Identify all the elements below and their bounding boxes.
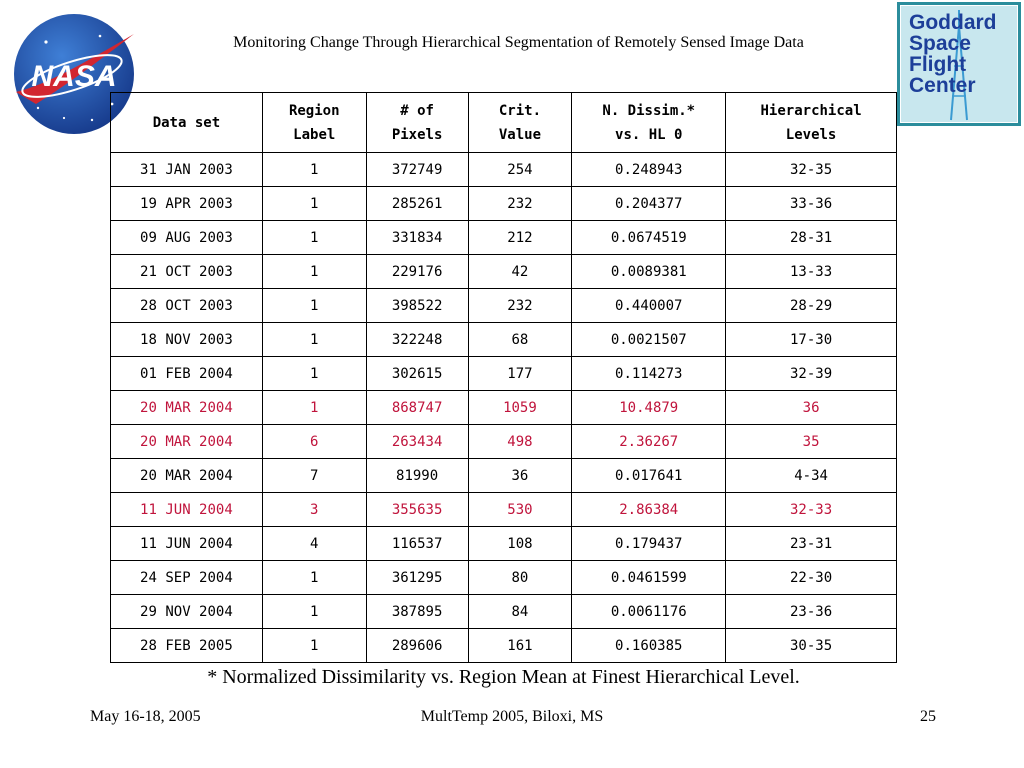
table-row (111, 425, 897, 459)
cell-data-set: 20 MAR 2004 (111, 425, 263, 459)
table-row (111, 595, 897, 629)
cell-norm-dissim: 0.017641 (572, 459, 726, 493)
cell-pixels: 355635 (366, 493, 468, 527)
cell-data-set: 19 APR 2003 (111, 187, 263, 221)
cell-crit-value: 498 (468, 425, 572, 459)
cell-pixels: 81990 (366, 459, 468, 493)
cell-data-set: 20 MAR 2004 (111, 391, 263, 425)
table-row (111, 629, 897, 663)
gsfc-logo (897, 2, 1021, 126)
cell-norm-dissim: 10.4879 (572, 391, 726, 425)
cell-pixels: 868747 (366, 391, 468, 425)
cell-pixels: 116537 (366, 527, 468, 561)
footer-page-number: 25 (920, 708, 936, 725)
cell-hierarchical-levels: 13-33 (726, 255, 897, 289)
cell-norm-dissim: 0.248943 (572, 153, 726, 187)
gsfc-logo-text (909, 12, 997, 96)
cell-data-set: 24 SEP 2004 (111, 561, 263, 595)
column-header-crit-value: Crit. Value (468, 93, 572, 153)
cell-pixels: 361295 (366, 561, 468, 595)
cell-norm-dissim: 0.204377 (572, 187, 726, 221)
cell-region-label: 1 (262, 187, 366, 221)
cell-crit-value: 161 (468, 629, 572, 663)
table-row (111, 255, 897, 289)
gsfc-line: Goddard (909, 11, 997, 34)
footnote: * Normalized Dissimilarity vs. Region Mean at Finest Hierarchical Level. (207, 666, 800, 688)
cell-crit-value: 1059 (468, 391, 572, 425)
cell-data-set: 11 JUN 2004 (111, 527, 263, 561)
nasa-logo-text: NASA (31, 60, 117, 93)
table-row (111, 357, 897, 391)
table-row (111, 459, 897, 493)
table-row (111, 289, 897, 323)
cell-hierarchical-levels: 35 (726, 425, 897, 459)
cell-pixels: 285261 (366, 187, 468, 221)
cell-hierarchical-levels: 22-30 (726, 561, 897, 595)
cell-hierarchical-levels: 17-30 (726, 323, 897, 357)
cell-hierarchical-levels: 32-35 (726, 153, 897, 187)
footer-date: May 16-18, 2005 (90, 708, 201, 725)
footer-event: MultTemp 2005, Biloxi, MS (420, 708, 604, 725)
cell-crit-value: 232 (468, 187, 572, 221)
cell-pixels: 289606 (366, 629, 468, 663)
gsfc-line: Flight (909, 53, 967, 76)
cell-region-label: 3 (262, 493, 366, 527)
gsfc-line: Space (909, 32, 971, 55)
cell-norm-dissim: 0.179437 (572, 527, 726, 561)
table-row (111, 153, 897, 187)
cell-pixels: 398522 (366, 289, 468, 323)
table-row (111, 391, 897, 425)
cell-norm-dissim: 2.86384 (572, 493, 726, 527)
cell-crit-value: 108 (468, 527, 572, 561)
cell-data-set: 31 JAN 2003 (111, 153, 263, 187)
cell-crit-value: 177 (468, 357, 572, 391)
cell-hierarchical-levels: 23-31 (726, 527, 897, 561)
cell-norm-dissim: 0.160385 (572, 629, 726, 663)
results-table (110, 92, 897, 663)
cell-crit-value: 212 (468, 221, 572, 255)
cell-region-label: 1 (262, 153, 366, 187)
cell-crit-value: 530 (468, 493, 572, 527)
cell-pixels: 322248 (366, 323, 468, 357)
cell-region-label: 1 (262, 357, 366, 391)
cell-region-label: 7 (262, 459, 366, 493)
cell-pixels: 387895 (366, 595, 468, 629)
cell-norm-dissim: 0.0461599 (572, 561, 726, 595)
table-row (111, 221, 897, 255)
table-row (111, 561, 897, 595)
cell-crit-value: 84 (468, 595, 572, 629)
cell-data-set: 01 FEB 2004 (111, 357, 263, 391)
cell-pixels: 331834 (366, 221, 468, 255)
cell-region-label: 1 (262, 323, 366, 357)
cell-hierarchical-levels: 32-33 (726, 493, 897, 527)
cell-pixels: 302615 (366, 357, 468, 391)
cell-hierarchical-levels: 33-36 (726, 187, 897, 221)
cell-region-label: 6 (262, 425, 366, 459)
cell-data-set: 28 OCT 2003 (111, 289, 263, 323)
cell-crit-value: 254 (468, 153, 572, 187)
cell-crit-value: 68 (468, 323, 572, 357)
cell-data-set: 09 AUG 2003 (111, 221, 263, 255)
cell-data-set: 18 NOV 2003 (111, 323, 263, 357)
cell-data-set: 28 FEB 2005 (111, 629, 263, 663)
table-row (111, 187, 897, 221)
column-header-norm-dissim: N. Dissim.* vs. HL 0 (572, 93, 726, 153)
table-body (111, 153, 897, 663)
cell-norm-dissim: 0.0089381 (572, 255, 726, 289)
cell-crit-value: 232 (468, 289, 572, 323)
cell-hierarchical-levels: 23-36 (726, 595, 897, 629)
cell-hierarchical-levels: 32-39 (726, 357, 897, 391)
cell-hierarchical-levels: 28-29 (726, 289, 897, 323)
table-row (111, 493, 897, 527)
cell-region-label: 1 (262, 289, 366, 323)
column-header-region-label: Region Label (262, 93, 366, 153)
table-row (111, 323, 897, 357)
cell-norm-dissim: 0.0061176 (572, 595, 726, 629)
column-header-pixels: # of Pixels (366, 93, 468, 153)
cell-hierarchical-levels: 4-34 (726, 459, 897, 493)
cell-data-set: 20 MAR 2004 (111, 459, 263, 493)
cell-data-set: 21 OCT 2003 (111, 255, 263, 289)
table-row (111, 527, 897, 561)
cell-crit-value: 36 (468, 459, 572, 493)
cell-region-label: 1 (262, 221, 366, 255)
cell-region-label: 1 (262, 391, 366, 425)
cell-crit-value: 80 (468, 561, 572, 595)
cell-region-label: 1 (262, 629, 366, 663)
cell-norm-dissim: 2.36267 (572, 425, 726, 459)
cell-region-label: 1 (262, 255, 366, 289)
cell-pixels: 229176 (366, 255, 468, 289)
cell-region-label: 4 (262, 527, 366, 561)
cell-norm-dissim: 0.114273 (572, 357, 726, 391)
column-header-hierarchical-levels: Hierarchical Levels (726, 93, 897, 153)
slide-title: Monitoring Change Through Hierarchical Segmentation of Remotely Sensed Image Data (233, 34, 804, 51)
cell-norm-dissim: 0.440007 (572, 289, 726, 323)
cell-hierarchical-levels: 30-35 (726, 629, 897, 663)
cell-region-label: 1 (262, 561, 366, 595)
cell-pixels: 263434 (366, 425, 468, 459)
cell-crit-value: 42 (468, 255, 572, 289)
cell-hierarchical-levels: 36 (726, 391, 897, 425)
cell-data-set: 29 NOV 2004 (111, 595, 263, 629)
cell-norm-dissim: 0.0021507 (572, 323, 726, 357)
cell-hierarchical-levels: 28-31 (726, 221, 897, 255)
column-header-data-set: Data set (111, 93, 263, 153)
table-header-row (111, 93, 897, 153)
cell-pixels: 372749 (366, 153, 468, 187)
gsfc-line: Center (909, 74, 976, 97)
cell-region-label: 1 (262, 595, 366, 629)
cell-data-set: 11 JUN 2004 (111, 493, 263, 527)
cell-norm-dissim: 0.0674519 (572, 221, 726, 255)
